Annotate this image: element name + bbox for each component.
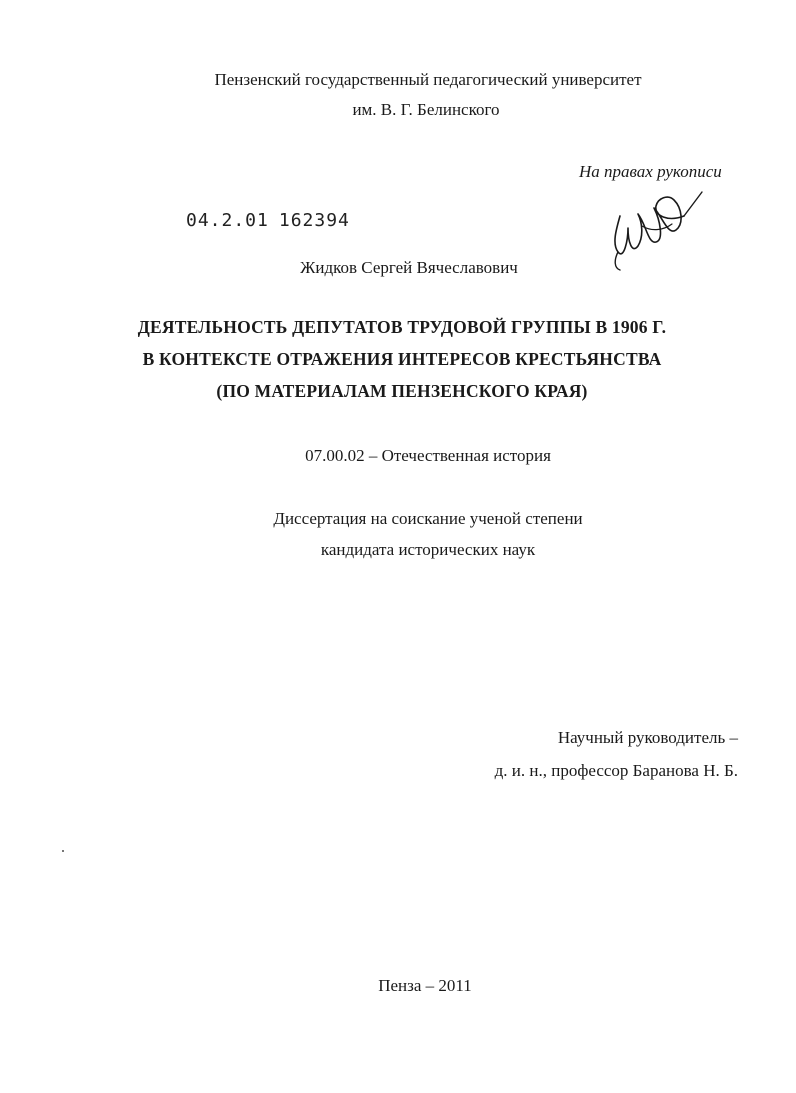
degree-statement-line-1: Диссертация на соискание ученой степени	[273, 509, 583, 528]
specialty-code: 07.00.02 – Отечественная история	[305, 446, 551, 465]
archive-stamp-number: 162394	[278, 210, 350, 231]
archive-stamp-date: 04.2.01	[186, 210, 269, 231]
scan-speck	[62, 850, 64, 852]
university-named-after: им. В. Г. Белинского	[352, 100, 500, 119]
advisor-name: д. и. н., профессор Баранова Н. Б.	[494, 761, 738, 780]
city-year: Пенза – 2011	[378, 976, 472, 995]
degree-statement-line-2: кандидата исторических наук	[320, 540, 536, 559]
dissertation-title-line-3: (ПО МАТЕРИАЛАМ ПЕНЗЕНСКОГО КРАЯ)	[216, 381, 588, 401]
dissertation-title-line-1: ДЕЯТЕЛЬНОСТЬ ДЕПУТАТОВ ТРУДОВОЙ ГРУППЫ В 1906 Г.	[137, 317, 667, 337]
university-name: Пензенский государственный педагогический университет	[214, 70, 642, 89]
advisor-label: Научный руководитель –	[557, 728, 738, 747]
archive-stamp	[186, 210, 350, 232]
author-name: Жидков Сергей Вячеславович	[300, 258, 518, 277]
manuscript-note: На правах рукописи	[579, 162, 722, 181]
dissertation-title-line-2: В КОНТЕКСТЕ ОТРАЖЕНИЯ ИНТЕРЕСОВ КРЕСТЬЯНСТВА	[142, 349, 662, 369]
